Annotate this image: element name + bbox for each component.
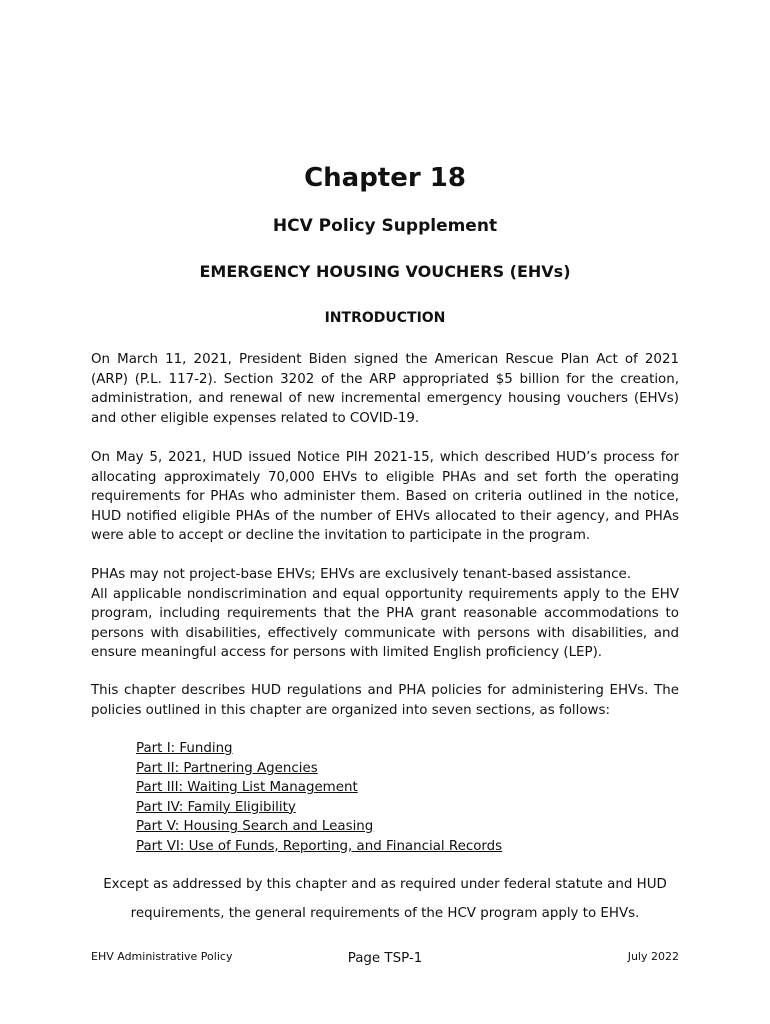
list-item bbox=[136, 739, 502, 759]
list-item bbox=[136, 798, 502, 818]
part-link-funding[interactable]: Part I: Funding bbox=[136, 741, 233, 756]
part-link-housing-search[interactable]: Part V: Housing Search and Leasing bbox=[136, 819, 374, 834]
part-link-family-eligibility[interactable]: Part IV: Family Eligibility bbox=[136, 799, 296, 815]
footer-page-number: Page TSP-1 bbox=[347, 951, 423, 966]
part-link-waiting-list[interactable]: Part III: Waiting List Management bbox=[136, 780, 358, 795]
part-link-use-of-funds[interactable]: Part VI: Use of Funds, Reporting, and Financial Records bbox=[136, 838, 503, 854]
paragraph-nondiscrimination bbox=[91, 565, 679, 663]
section-title: EMERGENCY HOUSING VOUCHERS (EHVs) bbox=[199, 262, 571, 281]
parts-list bbox=[136, 739, 502, 856]
footer-document-name: EHV Administrative Policy bbox=[91, 950, 233, 963]
paragraph-arp: On March 11, 2021, President Biden signed the American Rescue Plan Act of 2021 (ARP) (P.L. 117-2). Section 3202 of the ARP appropriated $5 billion for the creation, administration, and renewal of new incremental emergency housing vouchers (EHVs) and other eligible expenses related to COVID-19. bbox=[91, 352, 679, 426]
paragraph-equal-opportunity: All applicable nondiscrimination and equal opportunity requirements apply to the EHV program, including requirements that the PHA grant reasonable accommodations to persons with disabilities, effectively communicate with persons with disabilities, and ensure meaningful access for persons with limited English proficiency (LEP). bbox=[91, 586, 679, 660]
list-item bbox=[136, 837, 502, 857]
closing-line-1: Except as addressed by this chapter and as required under federal statute and HUD bbox=[103, 877, 667, 892]
paragraph-chapter-overview: This chapter describes HUD regulations and PHA policies for administering EHVs. The policies outlined in this chapter are organized into seven sections, as follows: bbox=[91, 683, 679, 718]
introduction-heading: INTRODUCTION bbox=[324, 310, 446, 326]
part-link-partnering-agencies[interactable]: Part II: Partnering Agencies bbox=[136, 760, 318, 776]
chapter-subtitle: HCV Policy Supplement bbox=[272, 216, 498, 236]
chapter-title: Chapter 18 bbox=[304, 163, 466, 193]
list-item bbox=[136, 817, 502, 837]
footer-date: July 2022 bbox=[627, 950, 679, 963]
paragraph-project-base: PHAs may not project-base EHVs; EHVs are exclusively tenant-based assistance. bbox=[91, 567, 632, 582]
closing-line-2: requirements, the general requirements of the HCV program apply to EHVs. bbox=[130, 906, 640, 921]
list-item bbox=[136, 759, 502, 779]
paragraph-notice-pih: On May 5, 2021, HUD issued Notice PIH 2021-15, which described HUD’s process for allocating approximately 70,000 EHVs to eligible PHAs and set forth the operating requirements for PHAs who administer them. Based on criteria outlined in the notice, HUD notified eligible PHAs of the number of EHVs allocated to their agency, and PHAs were able to accept or decline the invitation to participate in the program. bbox=[91, 450, 679, 543]
list-item bbox=[136, 778, 502, 798]
